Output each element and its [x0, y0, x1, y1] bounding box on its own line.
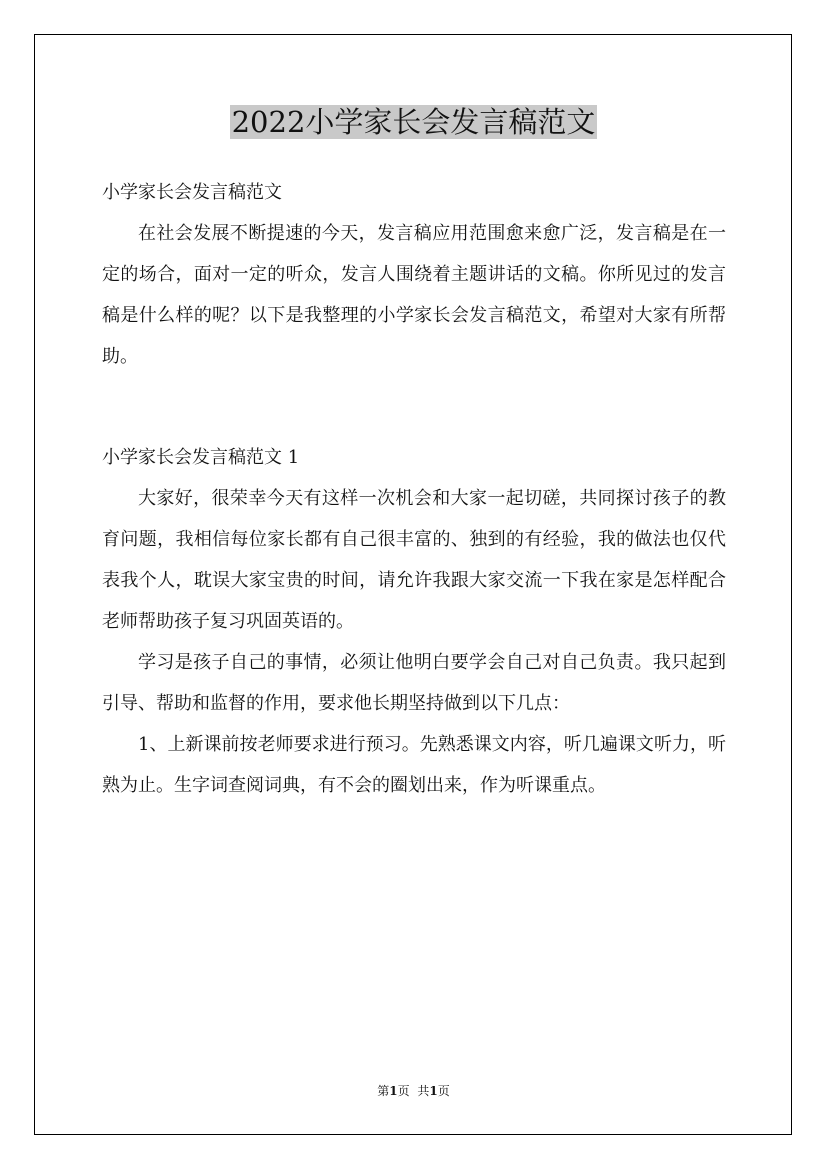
section1-paragraph-1: 大家好，很荣幸今天有这样一次机会和大家一起切磋，共同探讨孩子的教育问题，我相信每位家长都有自己很丰富的、独到的有经验，我的做法也仅代表我个人，耽误大家宝贵的时间，请允许我跟大家交流一下我在家是怎样配合老师帮助孩子复习巩固英语的。	[102, 488, 726, 632]
document-body	[102, 172, 726, 806]
page-total: 1	[429, 1084, 438, 1098]
intro-paragraph: 在社会发展不断提速的今天，发言稿应用范围愈来愈广泛，发言稿是在一定的场合，面对一定的听众，发言人围绕着主题讲话的文稿。你所见过的发言稿是什么样的呢？以下是我整理的小学家长会发言稿范文，希望对大家有所帮助。	[102, 223, 726, 367]
total-label: 共	[417, 1084, 430, 1098]
document-title	[0, 100, 827, 144]
page-footer	[0, 1082, 827, 1100]
page-unit: 页	[397, 1084, 410, 1098]
section1-heading: 小学家长会发言稿范文 1	[102, 447, 300, 468]
page-current: 1	[389, 1084, 398, 1098]
document-title-text: 2022小学家长会发言稿范文	[231, 105, 596, 139]
section1-paragraph-3: 1、上新课前按老师要求进行预习。先熟悉课文内容，听几遍课文听力，听熟为止。生字词查阅词典，有不会的圈划出来，作为听课重点。	[102, 734, 726, 796]
section-gap	[102, 377, 726, 437]
section1-paragraph-2: 学习是孩子自己的事情，必须让他明白要学会自己对自己负责。我只起到引导、帮助和监督的作用，要求他长期坚持做到以下几点：	[102, 652, 726, 714]
intro-heading: 小学家长会发言稿范文	[102, 182, 282, 203]
page-label: 第	[377, 1084, 390, 1098]
total-unit: 页	[437, 1084, 450, 1098]
